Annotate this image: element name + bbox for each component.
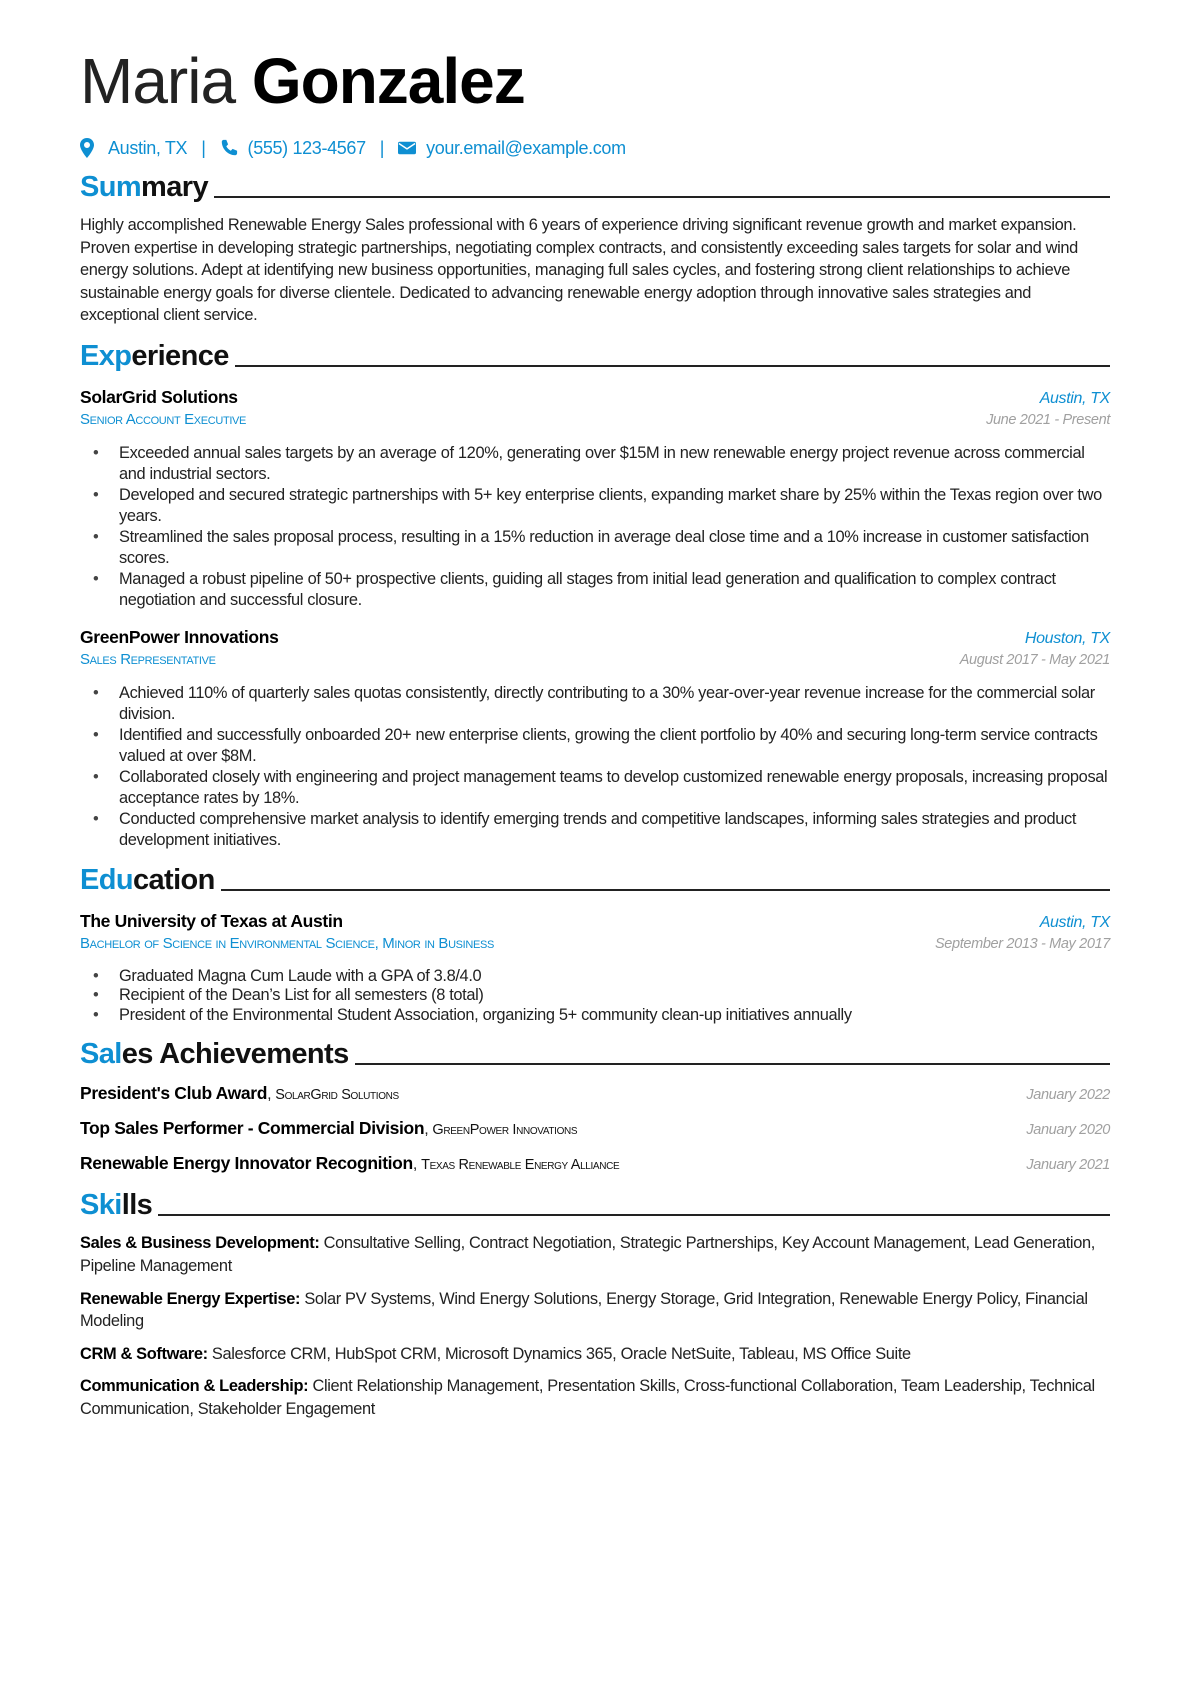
job-location: Houston, TX bbox=[1024, 629, 1110, 647]
achievement-date: January 2020 bbox=[1026, 1122, 1110, 1139]
achievement-title: Renewable Energy Innovator Recognition bbox=[80, 1153, 413, 1174]
bullet: • Identified and successfully onboarded 20+ new enterprise clients, growing the client portfolio by 40% and securing long-term service contracts valued at over $8M. bbox=[106, 725, 1110, 767]
skill-group: Communication & Leadership: Client Relationship Management, Presentation Skills, Cross-functional Collaboration, Team Leadership, Technical Communication, Stakeholder Engagement bbox=[80, 1377, 1095, 1419]
phone-icon bbox=[220, 138, 238, 158]
job-title: Sales Representative bbox=[80, 650, 216, 668]
location: Austin, TX bbox=[108, 137, 188, 158]
bullet-list bbox=[106, 967, 1110, 1026]
divider bbox=[355, 1063, 1110, 1065]
achievement-item: Top Sales Performer - Commercial Division, GreenPower Innovations January 2020 bbox=[80, 1118, 1110, 1139]
map-marker-icon bbox=[80, 138, 98, 158]
skills-heading: Skills bbox=[80, 1188, 1110, 1222]
achievements-heading: Sales Achievements bbox=[80, 1037, 1110, 1071]
company: GreenPower Innovations bbox=[80, 626, 279, 647]
achievement-title: Top Sales Performer - Commercial Division bbox=[80, 1118, 425, 1139]
summary-heading: Summary bbox=[80, 170, 1110, 204]
achievement-org: Texas Renewable Energy Alliance bbox=[421, 1157, 620, 1174]
achievement-org: GreenPower Innovations bbox=[432, 1122, 578, 1139]
degree: Bachelor of Science in Environmental Science, Minor in Business bbox=[80, 934, 494, 952]
phone: (555) 123-4567 bbox=[247, 137, 366, 158]
bullet: • Graduated Magna Cum Laude with a GPA of 3.8/4.0 bbox=[106, 967, 1110, 987]
achievement-date: January 2021 bbox=[1026, 1157, 1110, 1174]
envelope-icon bbox=[398, 138, 416, 158]
divider bbox=[235, 365, 1110, 367]
bullet: • Exceeded annual sales targets by an average of 120%, generating over $15M in new renewable energy project revenue across commercial and industrial sectors. bbox=[106, 443, 1110, 485]
bullet: • Recipient of the Dean’s List for all semesters (8 total) bbox=[106, 986, 1110, 1006]
achievements-list bbox=[80, 1083, 1110, 1174]
divider bbox=[214, 196, 1110, 198]
achievement-org: SolarGrid Solutions bbox=[275, 1087, 399, 1104]
job-title: Senior Account Executive bbox=[80, 410, 247, 428]
last-name: Gonzalez bbox=[251, 45, 525, 117]
achievement-item: President's Club Award, SolarGrid Solutions January 2022 bbox=[80, 1083, 1110, 1104]
experience-entry bbox=[80, 385, 1110, 611]
experience-heading: Experience bbox=[80, 339, 1110, 373]
bullet: • Developed and secured strategic partnerships with 5+ key enterprise clients, expanding market share by 25% within the Texas region over two years. bbox=[106, 485, 1110, 527]
skill-group: Sales & Business Development: Consultative Selling, Contract Negotiation, Strategic Partnerships, Key Account Management, Lead Generation, Pipeline Management bbox=[80, 1234, 1095, 1276]
achievement-title: President's Club Award bbox=[80, 1083, 268, 1104]
bullet-list bbox=[106, 443, 1110, 611]
job-location: Austin, TX bbox=[1039, 389, 1110, 407]
bullet: • President of the Environmental Student Association, organizing 5+ community clean-up initiatives annually bbox=[106, 1006, 1110, 1026]
divider bbox=[158, 1214, 1110, 1216]
bullet: • Streamlined the sales proposal process, resulting in a 15% reduction in average deal close time and a 10% increase in customer satisfaction scores. bbox=[106, 527, 1110, 569]
divider bbox=[221, 889, 1110, 891]
separator: | bbox=[379, 137, 385, 158]
education-dates: September 2013 - May 2017 bbox=[934, 935, 1110, 952]
bullet: • Collaborated closely with engineering and project management teams to develop customized renewable energy proposals, increasing proposal acceptance rates by 18%. bbox=[106, 767, 1110, 809]
job-dates: June 2021 - Present bbox=[986, 411, 1110, 428]
school-location: Austin, TX bbox=[1039, 913, 1110, 931]
education-entry bbox=[80, 909, 1110, 1026]
experience-entry bbox=[80, 625, 1110, 851]
achievement-date: January 2022 bbox=[1026, 1087, 1110, 1104]
bullet: • Achieved 110% of quarterly sales quotas consistently, directly contributing to a 30% year-over-year revenue increase for the commercial solar division. bbox=[106, 683, 1110, 725]
company: SolarGrid Solutions bbox=[80, 386, 238, 407]
bullet-list bbox=[106, 683, 1110, 851]
achievement-item: Renewable Energy Innovator Recognition, Texas Renewable Energy Alliance January 2021 bbox=[80, 1153, 1110, 1174]
school: The University of Texas at Austin bbox=[80, 910, 343, 931]
skill-group: CRM & Software: Salesforce CRM, HubSpot CRM, Microsoft Dynamics 365, Oracle NetSuite, Tableau, MS Office Suite bbox=[80, 1344, 911, 1363]
education-heading: Education bbox=[80, 863, 1110, 897]
separator: | bbox=[201, 137, 206, 158]
email-link[interactable]: your.email@example.com bbox=[426, 137, 626, 158]
first-name: Maria bbox=[80, 45, 236, 117]
bullet: • Managed a robust pipeline of 50+ prospective clients, guiding all stages from initial lead generation and qualification to complex contract negotiation and successful closure. bbox=[106, 569, 1110, 611]
summary-text: Highly accomplished Renewable Energy Sales professional with 6 years of experience driving significant revenue growth and market expansion. Proven expertise in developing strategic partnerships, negotiating complex contracts, and consistently exceeding sales targets for solar and wind energy solutions. Adept at identifying new business opportunities, managing full sales cycles, and fostering strong client relationships to achieve sustainable energy goals for diverse clientele. Dedicated to advancing renewable energy adoption through innovative sales strategies and exceptional client service. bbox=[80, 216, 1078, 325]
skill-group: Renewable Energy Expertise: Solar PV Systems, Wind Energy Solutions, Energy Storage, Grid Integration, Renewable Energy Policy, Financial Modeling bbox=[80, 1289, 1088, 1331]
contact-line bbox=[80, 136, 1110, 160]
job-dates: August 2017 - May 2021 bbox=[959, 651, 1110, 668]
bullet: • Conducted comprehensive market analysis to identify emerging trends and competitive landscapes, informing sales strategies and product development initiatives. bbox=[106, 809, 1110, 851]
candidate-name bbox=[80, 46, 1110, 116]
